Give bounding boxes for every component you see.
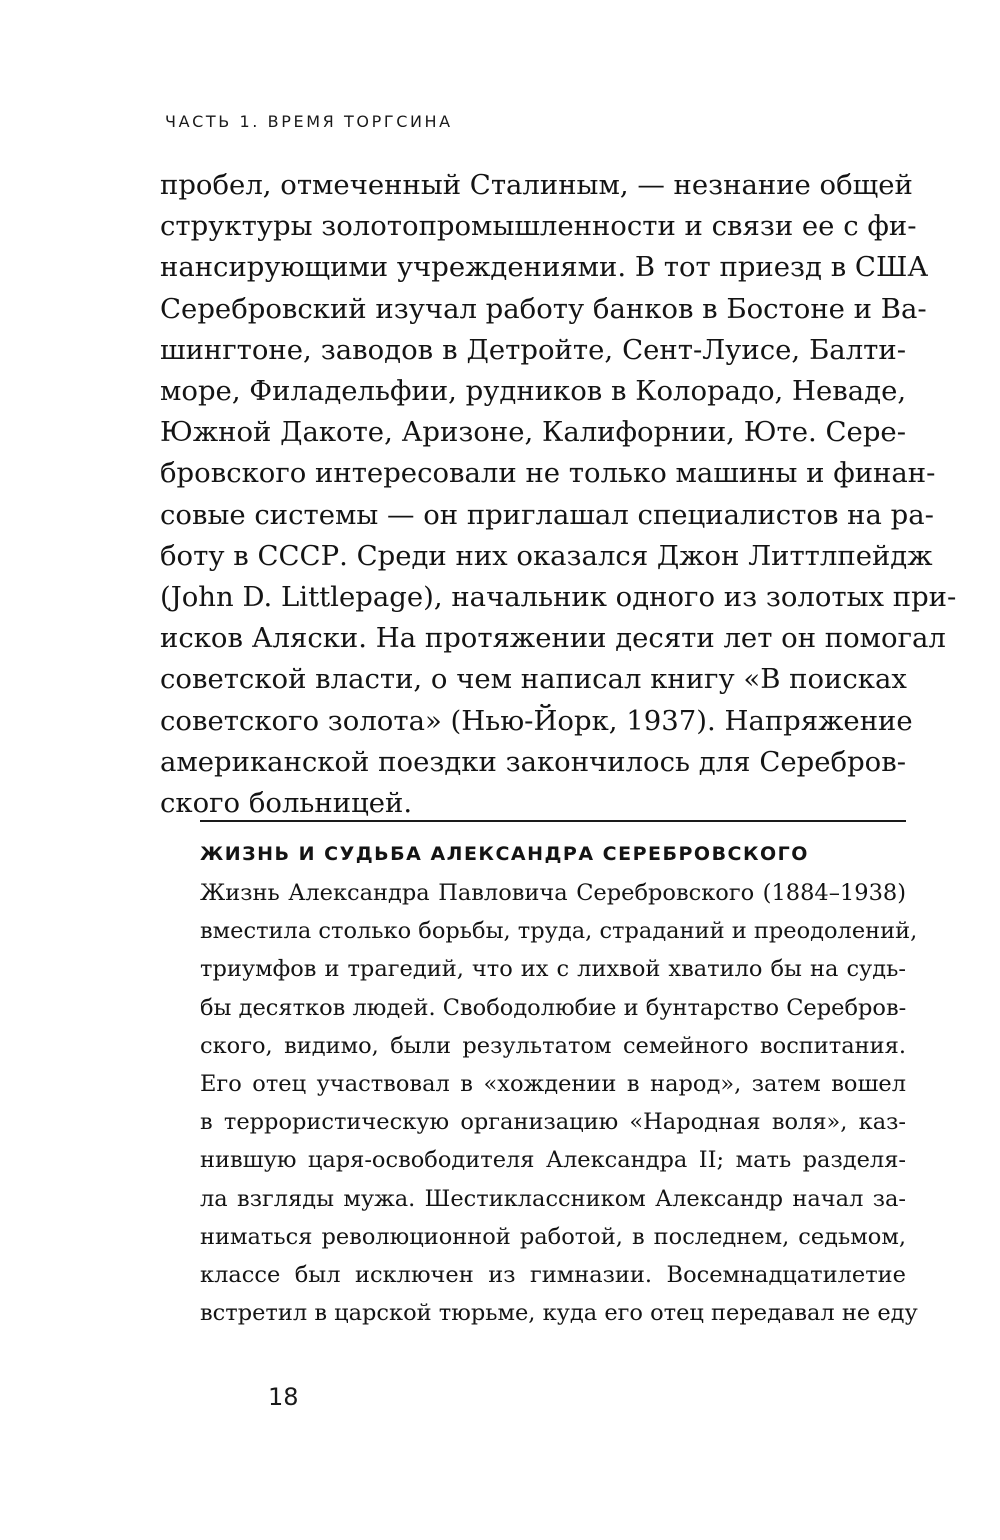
main-line: совые системы — он приглашал специалистов на ра- [160,498,934,531]
sidebar-text [200,874,918,1332]
sidebar-line: вместила столько борьбы, труда, страданий и преодолений, [200,918,918,945]
sidebar-line: Его отец участвовал в «хождении в народ», затем вошел [200,1071,906,1098]
main-line: шингтоне, заводов в Детройте, Сент-Луисе, Балти- [160,333,906,366]
sidebar-title: ЖИЗНЬ И СУДЬБА АЛЕКСАНДРА СЕРЕБРОВСКОГО [200,843,809,865]
main-line: исков Аляски. На протяжении десяти лет он помогал [160,622,946,655]
main-line: боту в СССР. Среди них оказался Джон Литтлпейдж [160,539,933,572]
sidebar-line: встретил в царской тюрьме, куда его отец передавал не еду [200,1300,918,1327]
main-line: бровского интересовали не только машины и финан- [160,457,936,490]
main-line: Южной Дакоте, Аризоне, Калифорнии, Юте. Сере- [160,416,906,449]
sidebar-line: в террористическую организацию «Народная воля», каз- [200,1109,906,1136]
sidebar-line: ского, видимо, были результатом семейного воспитания. [200,1032,906,1059]
main-line: пробел, отмеченный Сталиным, — незнание общей [160,169,913,201]
main-line: ского больницей. [160,787,413,820]
main-line: Серебровский изучал работу банков в Бостоне и Ва- [160,292,927,325]
sidebar-line: Жизнь Александра Павловича Серебровского (1884–1938) [200,880,906,906]
sidebar-line: ниматься революционной работой, в последнем, седьмом, [200,1223,906,1250]
main-line: советской власти, о чем написал книгу «В поисках [160,663,907,696]
sidebar-line: нившую царя-освободителя Александра II; мать разделя- [200,1147,906,1174]
main-text [160,165,957,824]
main-line: (John D. Littlepage), начальник одного из золотых при- [160,581,957,614]
sidebar-divider [200,820,906,822]
main-line: море, Филадельфии, рудников в Колорадо, Неваде, [160,375,907,408]
main-line: советского золота» (Нью-Йорк, 1937). Напряжение [160,704,913,737]
sidebar-line: классе был исключен из гимназии. Восемнадцатилетие [200,1262,906,1289]
main-line: структуры золотопромышленности и связи ее с фи- [160,210,917,243]
main-line: нансирующими учреждениями. В тот приезд в США [160,251,929,284]
main-line: американской поездки закончилось для Серебров- [160,745,906,778]
sidebar-line: бы десятков людей. Свободолюбие и бунтарство Серебров- [200,994,907,1021]
sidebar-line: триумфов и трагедий, что их с лихвой хватило бы на судь- [200,956,906,983]
page-number: 18 [268,1383,299,1411]
running-head: ЧАСТЬ 1. ВРЕМЯ ТОРГСИНА [165,112,453,131]
sidebar-line: ла взгляды мужа. Шестиклассником Александр начал за- [200,1185,906,1212]
